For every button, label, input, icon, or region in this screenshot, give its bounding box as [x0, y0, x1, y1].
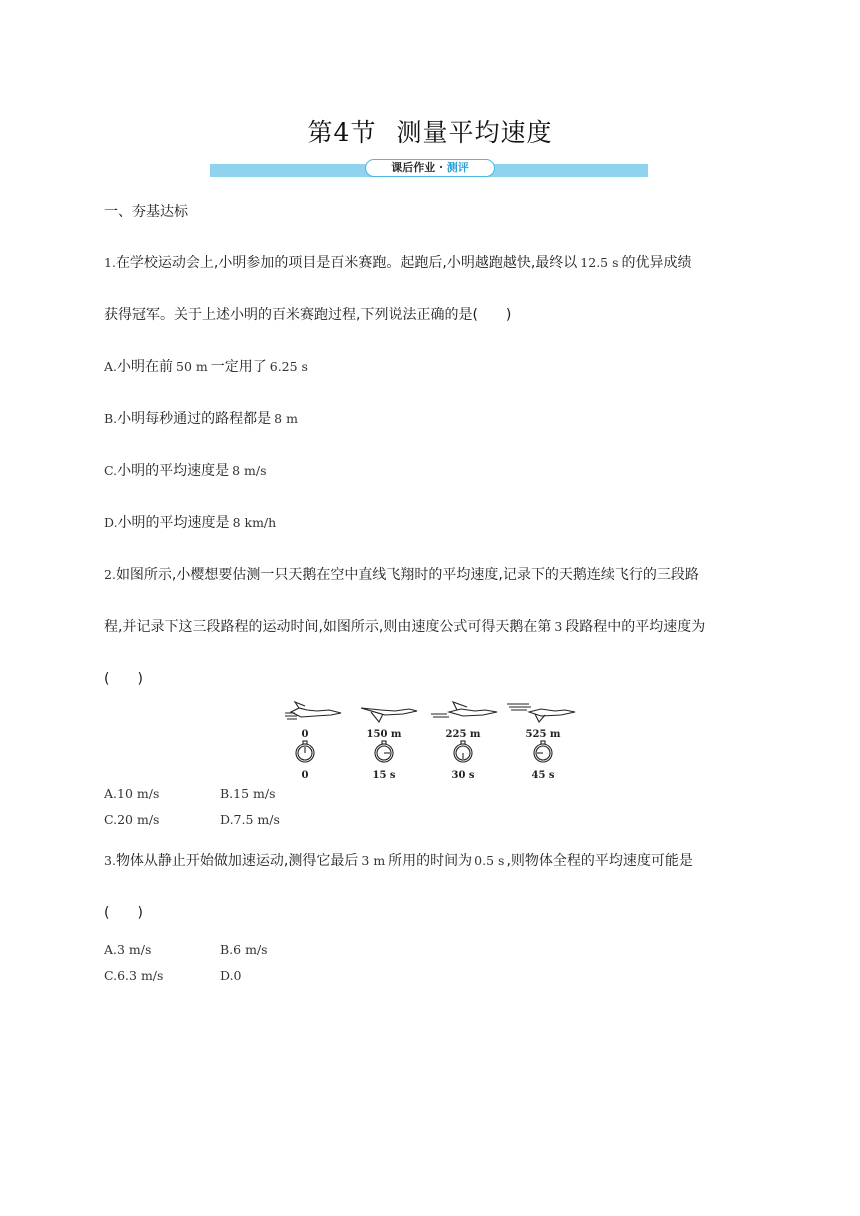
swan-icon	[361, 708, 417, 722]
banner-tab	[365, 159, 495, 177]
option-value: 8 km/h	[232, 515, 277, 530]
q3-text: 物体从静止开始做加速运动,测得它最后	[115, 853, 359, 869]
banner-accent-label: 测评	[446, 161, 469, 174]
q1-option-a	[104, 356, 308, 376]
q2-text-end: 段路程中的平均速度为	[565, 619, 706, 635]
q1-text-end: 的优异成绩	[621, 255, 692, 271]
stopwatch-icon	[534, 741, 552, 762]
option-label: D.	[104, 515, 118, 530]
time-label: 45 s	[531, 770, 555, 781]
distance-label: 225 m	[445, 729, 481, 740]
option-label: A.	[104, 359, 118, 374]
section-heading: 一、夯基达标	[104, 204, 188, 220]
q1-option-d	[104, 512, 276, 532]
time-label: 30 s	[451, 770, 475, 781]
stopwatch-icon	[375, 741, 393, 762]
title-main: 测量平均速度	[396, 118, 553, 147]
q3-line-1	[104, 850, 693, 870]
option-text: 小明的平均速度是	[117, 515, 230, 531]
q3-text: 所用的时间为	[388, 853, 473, 869]
q1-option-c	[104, 460, 267, 480]
q3-option-b: B.6 m/s	[220, 942, 268, 957]
banner-label: 课后作业 ·	[391, 161, 447, 174]
option-value: 6.25 s	[269, 359, 308, 374]
q1-number: 1.	[104, 255, 116, 270]
option-text: 小明每秒通过的路程都是	[117, 411, 272, 427]
q2-line-2	[104, 616, 705, 636]
option-label: B.	[104, 411, 118, 426]
option-text: 一定用了	[210, 359, 267, 375]
page-title	[0, 113, 860, 149]
q3-option-c: C.6.3 m/s	[104, 968, 164, 983]
stopwatch-icon	[296, 741, 314, 762]
distance-label: 0	[301, 729, 309, 740]
option-text: 小明在前	[117, 359, 174, 375]
q2-line-1	[104, 564, 699, 584]
option-value: 8 m	[274, 411, 298, 426]
option-value: 8 m/s	[232, 463, 267, 478]
distance-label: 150 m	[366, 729, 402, 740]
option-label: C.	[104, 463, 118, 478]
swan-icon	[431, 702, 497, 717]
q2-segment-number: 3	[554, 619, 563, 634]
q2-text: 程,并记录下这三段路程的运动时间,如图所示,则由速度公式可得天鹅在第	[104, 619, 552, 635]
time-label: 0	[301, 770, 309, 781]
swan-icon	[507, 704, 575, 722]
swan-flight-figure	[285, 700, 585, 784]
q3-text-end: ,则物体全程的平均速度可能是	[506, 853, 693, 869]
q2-option-a: A.10 m/s	[104, 786, 160, 801]
q2-option-b: B.15 m/s	[220, 786, 276, 801]
q3-option-a: A.3 m/s	[104, 942, 152, 957]
option-text: 小明的平均速度是	[117, 463, 230, 479]
q2-line-3: ( )	[104, 671, 143, 687]
q3-option-d: D.0	[220, 968, 242, 983]
q3-distance-value: 3 m	[361, 853, 386, 868]
title-suffix: 节	[350, 118, 377, 147]
q2-number: 2.	[104, 567, 116, 582]
q2-option-c: C.20 m/s	[104, 812, 160, 827]
distance-label: 525 m	[525, 729, 561, 740]
q1-time-value: 12.5 s	[580, 255, 619, 270]
title-prefix: 第	[307, 118, 334, 147]
q2-option-d: D.7.5 m/s	[220, 812, 280, 827]
q2-text: 如图所示,小樱想要估测一只天鹅在空中直线飞翔时的平均速度,记录下的天鹅连续飞行的三段路	[115, 567, 699, 583]
q1-line-2: 获得冠军。关于上述小明的百米赛跑过程,下列说法正确的是( )	[104, 307, 512, 323]
q1-option-b	[104, 408, 298, 428]
q1-text: 在学校运动会上,小明参加的项目是百米赛跑。起跑后,小明越跑越快,最终以	[115, 255, 578, 271]
swan-icon	[285, 702, 341, 719]
q3-time-value: 0.5 s	[474, 853, 505, 868]
stopwatch-icon	[454, 741, 472, 762]
q3-number: 3.	[104, 853, 116, 868]
option-value: 50 m	[176, 359, 208, 374]
q3-line-2: ( )	[104, 905, 143, 921]
time-label: 15 s	[372, 770, 396, 781]
title-number: 4	[333, 118, 351, 147]
q1-line-1	[104, 252, 692, 272]
